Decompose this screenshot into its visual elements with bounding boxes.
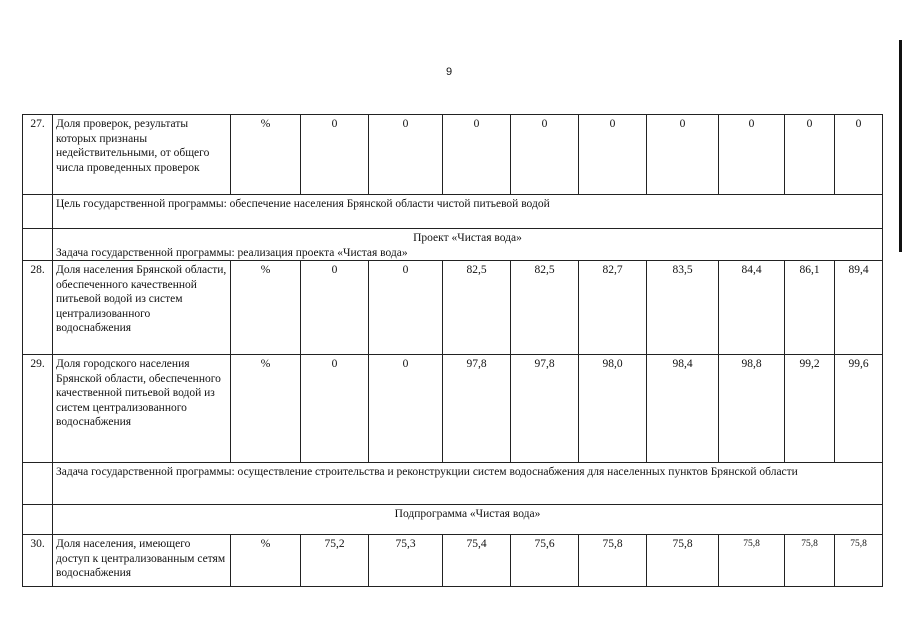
value-cell: 0 [443, 115, 511, 195]
value-cell: 83,5 [647, 261, 719, 355]
section-row-task [23, 463, 883, 505]
value-cell: 0 [579, 115, 647, 195]
program-task-2: Задача государственной программы: осуществление строительства и реконструкции систем водоснабжения для населенных пунктов Брянской области [53, 463, 883, 505]
value-cell: 0 [369, 355, 443, 463]
value-cell: 75,2 [301, 535, 369, 587]
row-number: 30. [23, 535, 53, 587]
value-cell: 89,4 [835, 261, 883, 355]
value-cell: 75,8 [579, 535, 647, 587]
indicator-name: Доля населения, имеющего доступ к централизованным сетям водоснабжения [53, 535, 231, 587]
value-cell: 75,4 [443, 535, 511, 587]
value-cell: 82,5 [511, 261, 579, 355]
value-cell: 0 [835, 115, 883, 195]
value-cell: 99,6 [835, 355, 883, 463]
value-cell: 0 [301, 355, 369, 463]
table-row-27 [23, 115, 883, 195]
value-cell: 98,8 [719, 355, 785, 463]
value-cell: 75,8 [647, 535, 719, 587]
table-row-29 [23, 355, 883, 463]
value-cell: 0 [785, 115, 835, 195]
indicator-name: Доля городского населения Брянской области, обеспеченного качественной питьевой водой из систем централизованного водоснабжения [53, 355, 231, 463]
value-cell: 0 [719, 115, 785, 195]
row-number: 28. [23, 261, 53, 355]
value-cell: 0 [301, 115, 369, 195]
value-cell: 0 [511, 115, 579, 195]
value-cell: 99,2 [785, 355, 835, 463]
section-row-project [23, 229, 883, 261]
indicator-name: Доля населения Брянской области, обеспеченного качественной питьевой водой из систем централизованного водоснабжения [53, 261, 231, 355]
row-number-empty [23, 505, 53, 535]
value-cell: 98,4 [647, 355, 719, 463]
unit-cell: % [231, 355, 301, 463]
indicator-name: Доля проверок, результаты которых признаны недействительными, от общего числа проведенных проверок [53, 115, 231, 195]
program-goal: Цель государственной программы: обеспечение населения Брянской области чистой питьевой водой [53, 195, 883, 229]
value-cell: 97,8 [443, 355, 511, 463]
value-cell: 0 [647, 115, 719, 195]
table-row-30 [23, 535, 883, 587]
page-number: 9 [446, 66, 453, 78]
table-row-28 [23, 261, 883, 355]
row-number: 29. [23, 355, 53, 463]
value-cell: 0 [301, 261, 369, 355]
section-row-subprogram [23, 505, 883, 535]
project-title: Проект «Чистая вода» [413, 232, 522, 244]
row-number: 27. [23, 115, 53, 195]
value-cell: 97,8 [511, 355, 579, 463]
unit-cell: % [231, 261, 301, 355]
unit-cell: % [231, 115, 301, 195]
section-row-goal [23, 195, 883, 229]
value-cell: 75,8 [785, 535, 835, 587]
value-cell: 75,3 [369, 535, 443, 587]
margin-scan-mark [899, 40, 902, 252]
unit-cell: % [231, 535, 301, 587]
value-cell: 0 [369, 115, 443, 195]
value-cell: 82,7 [579, 261, 647, 355]
value-cell: 75,6 [511, 535, 579, 587]
project-header [53, 229, 883, 261]
subprogram-title: Подпрограмма «Чистая вода» [53, 505, 883, 535]
program-task: Задача государственной программы: реализация проекта «Чистая вода» [56, 246, 408, 259]
value-cell: 82,5 [443, 261, 511, 355]
row-number-empty [23, 463, 53, 505]
row-number-empty [23, 195, 53, 229]
value-cell: 98,0 [579, 355, 647, 463]
value-cell: 75,8 [719, 535, 785, 587]
value-cell: 0 [369, 261, 443, 355]
value-cell: 86,1 [785, 261, 835, 355]
indicators-table [22, 114, 883, 587]
value-cell: 75,8 [835, 535, 883, 587]
value-cell: 84,4 [719, 261, 785, 355]
row-number-empty [23, 229, 53, 261]
